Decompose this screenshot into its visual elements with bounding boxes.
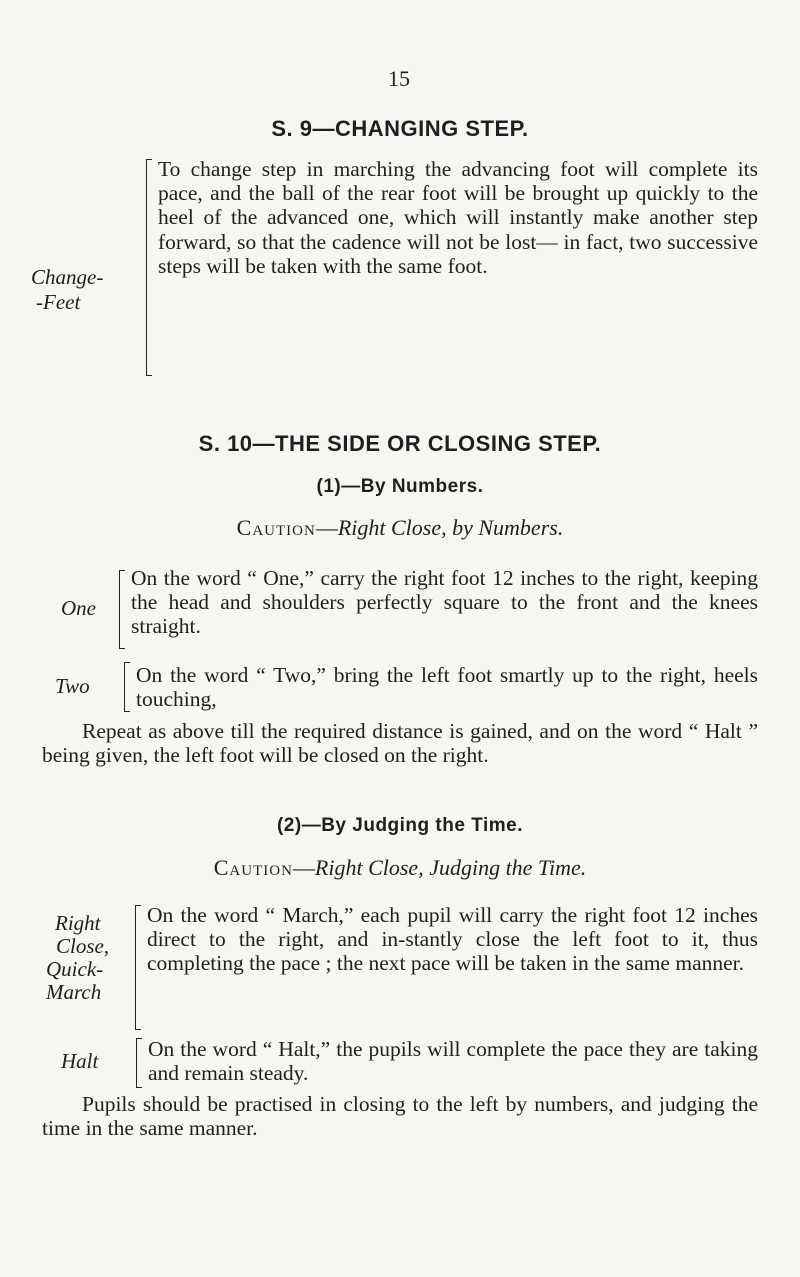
margin-note-feet: -Feet: [36, 290, 81, 314]
section-9-text: To change step in marching the advancing foot will complete its pace, and the ball of the rear foot will be brought up quickly to the heel of the advanced one, which will instantly make another step forward, so that the cadence will not be lost— in fact, two successive steps will be taken with the same foot.: [158, 157, 758, 278]
caution-judging-time: Caution—Right Close, Judging the Time.: [213, 855, 587, 880]
repeat-text: Repeat as above till the required distance is gained, and on the word “ Halt ” being given, the left foot will be closed on the right.: [42, 719, 758, 768]
march-text: On the word “ March,” each pupil will carry the right foot 12 inches direct to the right, and in-stantly close the left foot to it, thus completing the pace ; the next pace will be taken in the same manner.: [147, 903, 758, 976]
caution-text: Right Close, by Numbers.: [337, 515, 564, 540]
caution-label: Caution: [236, 515, 316, 540]
margin-note-one: One: [61, 596, 96, 620]
step-one-text: On the word “ One,” carry the right foot 12 inches to the right, keeping the head and shoulders perfectly square to the front and the knees straight.: [131, 566, 758, 639]
page-number: 15: [388, 66, 410, 91]
brace-march: [135, 906, 136, 1029]
subsection-2-heading: (2)—By Judging the Time.: [276, 815, 523, 836]
subsection-1-heading: (1)—By Numbers.: [316, 476, 484, 497]
step-two-text: On the word “ Two,” bring the left foot smartly up to the right, heels touching,: [136, 663, 758, 712]
halt-text: On the word “ Halt,” the pupils will complete the pace they are taking and remain steady.: [148, 1037, 758, 1086]
brace-changing-step: [146, 160, 147, 375]
brace-two: [124, 663, 125, 711]
margin-note-two: Two: [55, 674, 90, 698]
section-9-heading: S. 9—CHANGING STEP.: [271, 116, 529, 141]
margin-note-quick: Quick-: [46, 957, 104, 981]
margin-note-march: March: [46, 980, 102, 1004]
brace-one: [119, 571, 120, 648]
section-10-heading: S. 10—THE SIDE OR CLOSING STEP.: [198, 431, 602, 456]
brace-halt: [136, 1039, 137, 1087]
margin-note-change: Change-: [31, 265, 104, 289]
margin-note-right: Right: [55, 911, 101, 935]
caution-label: Caution: [213, 855, 293, 880]
margin-note-halt: Halt: [61, 1049, 99, 1073]
closing-text: Pupils should be practised in closing to the left by numbers, and judging the time in the same manner.: [42, 1092, 758, 1141]
margin-note-close: Close,: [56, 934, 110, 958]
caution-by-numbers: Caution—Right Close, by Numbers.: [236, 515, 564, 540]
caution-text: Right Close, Judging the Time.: [314, 855, 587, 880]
